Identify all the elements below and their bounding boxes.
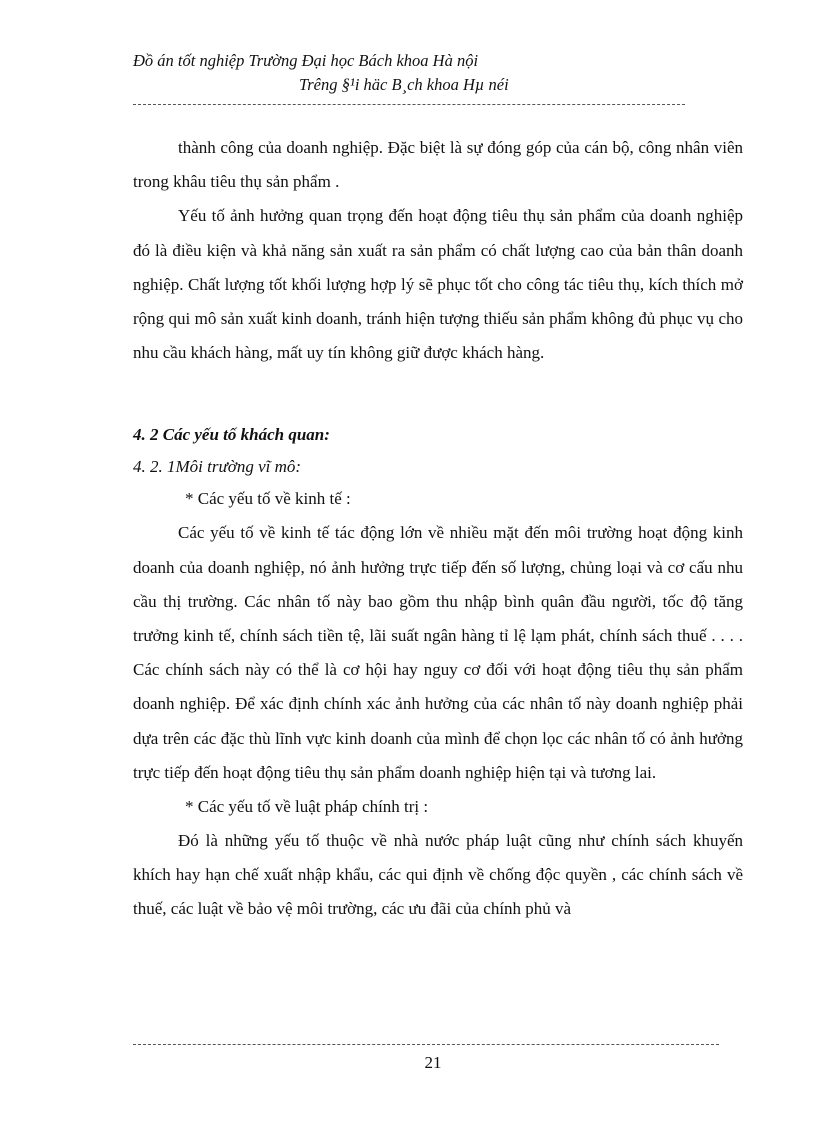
section-heading: 4. 2 Các yếu tố khách quan: — [133, 425, 330, 445]
page-number: 21 — [424, 1053, 442, 1072]
footer-divider — [133, 1044, 719, 1045]
paragraph-legal-political: Đó là những yếu tố thuộc về nhà nước pháp luật cũng như chính sách khuyến khích hay hạn chế xuất nhập khẩu, các qui định về chống độc quyền , các chính sách về thuế, các luật về bảo vệ môi trường, các ưu đãi của chính phủ và — [133, 831, 743, 919]
running-header — [133, 49, 509, 97]
page-body — [133, 131, 743, 927]
header-divider — [133, 104, 685, 105]
paragraph-economic-factors: Các yếu tố về kinh tế tác động lớn về nhiều mặt đến môi trường hoạt động kinh doanh của doanh nghiệp, nó ảnh hưởng trực tiếp đến số lượng, chủng loại và cơ cấu nhu cầu thị trường. Các nhân tố này bao gồm thu nhập bình quân đầu người, tốc độ tăng trưởng kinh tế, chính sách tiền tệ, lãi suất ngân hàng tỉ lệ lạm phát, chính sách thuế . . . . Các chính sách này có thể là cơ hội hay nguy cơ đối với hoạt động tiêu thụ sản phẩm doanh nghiệp. Để xác định chính xác ảnh hưởng của các nhân tố này doanh nghiệp phải dựa trên các đặc thù lĩnh vực kinh doanh của mình để chọn lọc các nhân tố có ảnh hưởng trực tiếp đến hoạt động tiêu thụ sản phẩm doanh nghiệp hiện tại và tương lai. — [133, 523, 743, 782]
bullet-legal-political-factors: * Các yếu tố về luật pháp chính trị : — [185, 797, 429, 817]
paragraph-continued: thành công của doanh nghiệp. Đặc biệt là sự đóng góp của cán bộ, công nhân viên trong khâu tiêu thụ sản phẩm . — [133, 138, 743, 192]
bullet-economic-factors: * Các yếu tố về kinh tế : — [185, 489, 351, 509]
header-garbled-line: Trêng §¹i häc B¸ch khoa Hµ néi — [299, 75, 509, 94]
paragraph-quality-factor: Yếu tố ảnh hưởng quan trọng đến hoạt động tiêu thụ sản phẩm của doanh nghiệp đó là điều kiện và khả năng sản xuất ra sản phẩm có chất lượng cao của bản thân doanh nghiệp. Chất lượng tốt khối lượng hợp lý sẽ phục tốt cho công tác tiêu thụ, kích thích mở rộng qui mô sản xuất kinh doanh, tránh hiện tượng thiếu sản phẩm không đủ phục vụ cho nhu cầu khách hàng, mất uy tín không giữ được khách hàng. — [133, 206, 743, 363]
header-title-line: Đồ án tốt nghiệp Trường Đại học Bách khoa Hà nội — [133, 51, 479, 70]
subsection-heading: 4. 2. 1Môi trường vĩ mô: — [133, 457, 302, 477]
